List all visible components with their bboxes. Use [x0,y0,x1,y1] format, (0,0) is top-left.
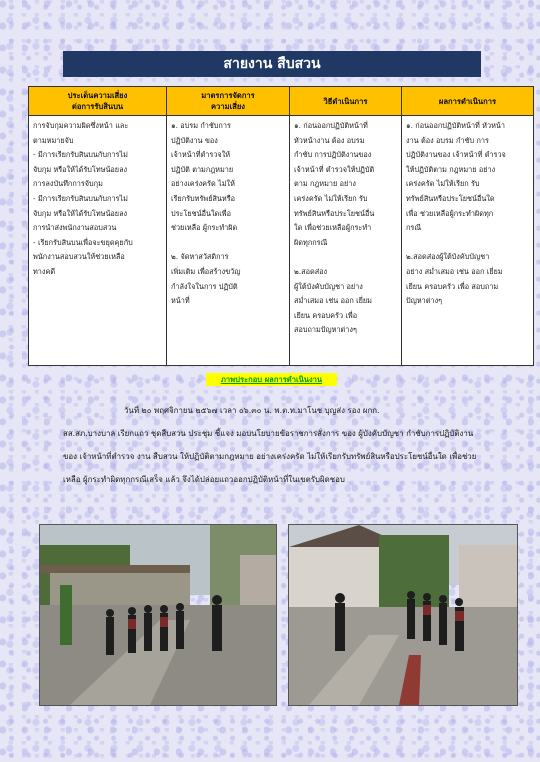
header-risk-issue: ประเด็นความเสี่ยง ต่อการรับสินบน [29,87,167,116]
table-row [29,116,534,366]
photo-briefing-right [288,524,518,706]
cell-risk-measures: ๑. อบรม กำชับการ ปฏิบัติงาน ของ เจ้าหน้าที่ตำรวจให้ ปฏิบัติ ตามกฎหมาย อย่างเคร่งครัด ไม่ให้ เรียกรับทรัพย์สินหรือ ประโยชน์อื่นใดเพื่อ ช่วยเหลือ ผู้กระทำผิด ๒. จัดหาสวัสดิการ เพิ่มเติม เพื่อสร้างขวัญ กำลังใจในการ ปฏิบัติ หน้าที่ [167,116,290,366]
header-method: วิธีดำเนินการ [290,87,402,116]
report-body: สส.สภ.บางบาล เรียกแถว ชุดสืบสวน ประชุม ชี้แจง มอบนโยบายข้อราชการสั่งการ ของ ผู้บังคับบัญชา กำชับการปฏิบัติงานของ เจ้าหน้าที่ตำรวจ งาน สืบสวน ให้ปฏิบัติตามกฎหมาย อย่างเคร่งครัด ไม่ให้เรียกรับทรัพย์สินหรือประโยชน์อื่นใด เพื่อช่วยเหลือ ผู้กระทำผิดทุกกรณีเสร็จ แล้ว จึงได้ปล่อยแถวออกปฏิบัติหน้าที่ในเขตรับผิดชอบ [63,429,477,484]
section-heading: ภาพประกอบ ผลการดำเนินงาน [206,373,337,386]
page-title: สายงาน สืบสวน [63,51,481,77]
report-line-1: วันที่ ๒๐ พฤศจิกายน ๒๕๖๗ เวลา ๐๖.๓๐ น. พ.ต.ท.มาโนช บุญส่ง รอง ผกก. [124,406,380,415]
header-results: ผลการดำเนินการ [402,87,534,116]
photo-right-illustration [289,525,517,705]
table-header-row [29,87,534,116]
cell-results: ๑. ก่อนออกปฏิบัติหน้าที่ หัวหน้า งาน ต้อง อบรม กำชับ การ ปฏิบัติงานของ เจ้าหน้าที่ ตำรวจ ให้ปฏิบัติตาม กฎหมาย อย่าง เคร่งครัด ไม่ให้เรียก รับ ทรัพย์สินหรือประโยชน์อื่นใด เพื่อ ช่วยเหลือผู้กระทำผิดทุก กรณี ๒.สอดส่องผู้ใต้บังคับบัญชา อย่าง สม่ำเสมอ เช่น ออก เยี่ยม เยียน ครอบครัว เพื่อ สอบถาม ปัญหาต่างๆ [402,116,534,366]
photo-briefing-left [39,524,277,706]
cell-method: ๑. ก่อนออกปฏิบัติหน้าที่ หัวหน้างาน ต้อง อบรม กำชับ การปฏิบัติงานของ เจ้าหน้าที่ ตำรวจให้ปฏิบัติ ตาม กฎหมาย อย่าง เคร่งครัด ไม่ให้เรียก รับ ทรัพย์สินหรือประโยชน์อื่น ใด เพื่อช่วยเหลือผู้กระทำ ผิดทุกกรณี ๒.สอดส่อง ผู้ใต้บังคับบัญชา อย่าง สม่ำเสมอ เช่น ออก เยี่ยม เยียน ครอบครัว เพื่อ สอบถามปัญหาต่างๆ [290,116,402,366]
photo-left-illustration [40,525,276,705]
cell-risk-issue: การจับกุมความผิดซึ่งหน้า และ ตามหมายจับ - มีการเรียกรับสินบนกับการไม่ จับกุม หรือให้ได้รับโทษน้อยลง การลงบันทึกการจับกุม - มีการเรียกรับสินบนกับการไม่ จับกุม หรือให้ได้รับโทษน้อยลง การนำส่งพนักงานสอบสวน - เรียกรับสินบนเพื่อจะขยุดคุยกับ พนักงานสอบสวนให้ช่วยเหลือ ทางคดี [29,116,167,366]
risk-table [28,86,534,366]
report-paragraph [63,399,483,491]
header-risk-measures: มาตรการจัดการ ความเสี่ยง [167,87,290,116]
